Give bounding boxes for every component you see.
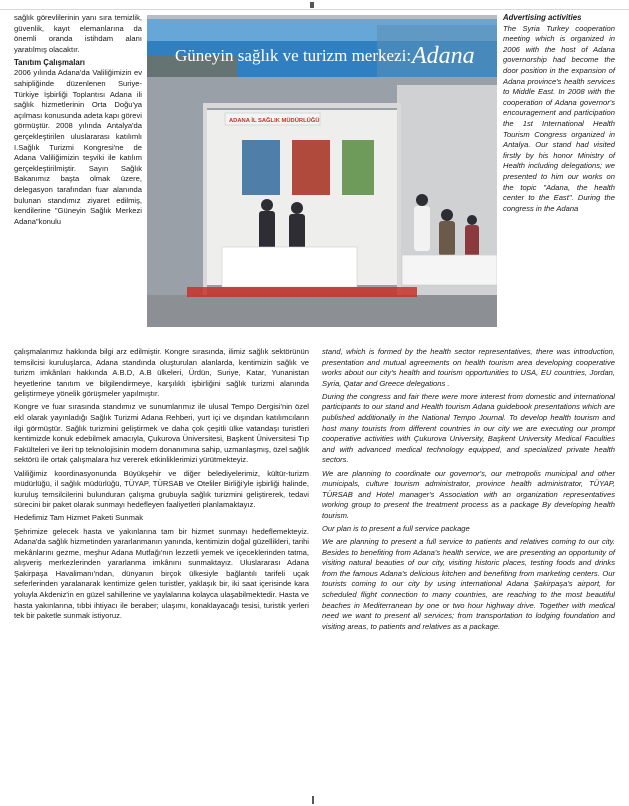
right-paragraph: We are planning to coordinate our governor's, our metropolis municipal and other municipals, culture tourism administrator, province health administrator, TÜYAP, TÜRSAB and Hotel manager's Association with an organization representatives working group to present the treatment process as a package By developing health tourism.	[322, 468, 615, 520]
banner-brand: Adana	[412, 43, 475, 69]
top-rule	[0, 9, 629, 10]
booth-pole	[203, 105, 207, 295]
poster	[342, 140, 374, 195]
left-narrow-column	[14, 13, 142, 230]
person-body	[414, 206, 430, 251]
person-head	[261, 199, 273, 211]
exhibition-booth-photo	[147, 15, 497, 327]
right-subheading: Our plan is to present a full service package	[322, 524, 470, 533]
booth-pole	[397, 105, 401, 295]
person-head	[467, 215, 477, 225]
left-section-heading: Tanıtım Çalışmaları	[14, 57, 85, 67]
left-paragraph: çalışmalarımız hakkında bilgi arz edilmiştir. Kongre sırasında, ilimiz sağlık sektörünün temsilcisi kuruluşlarca, Adana standında oluşturulan alanlarda, kentimizin sağlık ve turizm imkânları hakkında A.B.D, A.B ülkeleri, Ürdün, Suriye, Katar, Yunanistan heyetlerine tanıtım ve bilgilendirmeye, karşılıklı işbirliğini sağlık turizmi alanında geliştirmeye yönelik görüşmeler yapılmıştır.	[14, 347, 309, 399]
right-narrow-paragraph: The Syria Turkey cooperation meeting which is organized in 2006 with the host of Adana governorship had become the door position in the expansion of Adana province's health services to Middle East. In 2008 with the cooperation of Adana governor's encouragement and participation the 1st International Health Tourism Congress organized in Antalya. Our stand had visited firstly by his honor Ministry of Health including delegations; we presented to him our works on the topic "Adana, the health center to the East". During the congress in the Adana	[503, 23, 615, 213]
poster	[242, 140, 280, 195]
left-paragraph: Şehrimize gelecek hasta ve yakınlarına tam bir hizmet sunmayı hedeflemekteyiz. Adana'da sağlık hizmetinden yararlanmanın yanında, kentimizin doğal güzellikleri, tarihi mekânlarını gezme, meşhur Adana Mutfağı'nın lezzetli yemek ve içeceklerinden tatma, alışveriş merkezlerinden yararlanma imkânını sunmaktayız. Uluslararası Adana Şakirpaşa Havalimanı'ndan, dünyanın birçok ülkesiyle bağlantılı tarifeli uçak seferlerinden yaralanarak kentimize gelen turistler, yaklaşık bir, iki saat içerisinde kara yoluyla Akdeniz'in en güzel sahillerine ve yaylalarına kolayca ulaşabilmektedir. Hasta ve hasta yakınlarına, tıbbi ihtiyacı ile beraber; ulaşımı, konaklayacağı tesisi, turistik yerleri tek bir paketle sunmak istiyoruz.	[14, 526, 309, 621]
booth-illustration	[147, 15, 497, 327]
floor	[147, 295, 497, 327]
left-narrow-paragraph: 2006 yılında Adana'da Valiliğimizin ev sahipliğinde düzenlenen Suriye-Türkiye İşbirliği Toplantısı Adana ili sağlık hizmetlerinin Orta Doğu'ya açılması konusunda adeta kapı görevi görmüştür. 2008 yılında Antalya'da gerçekleştirilen uluslararası katılımlı I.Sağlık Turizmi Kongresi'ne de Adana Valiliğimizin teşviki ile katılım gerçekleştirilmiştir. Sayın Sağlık Bakanımız başta olmak üzere, delegasyon tarafından fuar alanında bulunan standımız ziyaret edilmiş, kendilerine "Güneyin Sağlık Merkezi Adana"konulu	[14, 68, 142, 226]
banner-slogan: Güneyin sağlık ve turizm merkezi:	[175, 46, 412, 65]
booth-sign-text: ADANA İL SAĞLIK MÜDÜRLÜĞÜ	[229, 118, 320, 124]
display-table	[222, 247, 357, 287]
left-paragraph: Valiliğimiz koordinasyonunda Büyükşehir ve diğer belediyelerimiz, kültür-turizm müdürlüğü, il sağlık müdürlüğü, TÜYAP, TÜRSAB ve Oteliler Birliği'yle işbirliği halinde, kuruluş temsilcilerini bulunduran çalışma grubuyla sağlık turizmini geliştirerek, tedavi sürecini bir paket olarak sunmayı hedefleyen faaliyetleri planlamaktayız.	[14, 468, 309, 510]
poster	[292, 140, 330, 195]
person-body	[289, 214, 305, 252]
booth-carpet-edge	[187, 287, 417, 297]
right-paragraph: stand, which is formed by the health sector representatives, there was introduction, presentation and mutual agreements on health tourism area developing cooperative works about our city's health and tourism opportunities to USA, EU countries, Jordan, Syria, Qatar and Greece delegations .	[322, 347, 615, 388]
bottom-register-mark	[312, 796, 314, 804]
left-paragraph: Kongre ve fuar sırasında standımız ve sunumlarımız ile ulusal Tempo Dergisi'nin özel ekî olarak yayınladığı Sağlık Turizmi Adana Rehberi, yurt içi ve dışından katılımcıların ilgi görmüştür. Sağlık turizmini geliştirmek ve daha çok çeşitli ülke vatandaşı turistleri kentimizde konuk edebilmek amacıyla, Çukurova Üniversitesi, Başkent Üniversitesi Tıp Fakülteleri ve ileri tıp teknolojisinin modern donanımına sahip, uzmanlaşmış, özel sağlık sektörü ile ortak çalışmalara hız vererek etkinliklerimizi yürütmekteyiz.	[14, 402, 309, 465]
side-table	[402, 255, 497, 285]
left-wide-column	[14, 347, 309, 624]
person-head	[441, 209, 453, 221]
person-body	[465, 225, 479, 257]
right-paragraph: During the congress and fair there were more interest from domestic and international participants to our stand and Health tourism Adana guidebook presentations which are published additionally in the National Tempo Journal. To develop health tourism and host many tourists from different countries in our city we are executing our prompt cooperative activities with Çukurova University, Başkent University Medical Faculties and with advanced medical technology equipped, and specialized private health sectors.	[322, 391, 615, 465]
right-narrow-column	[503, 13, 615, 217]
right-section-heading: Advertising activities	[503, 13, 582, 22]
person-body	[439, 221, 455, 256]
right-paragraph: We are planning to present a full service to patients and relatives coming to our city. Besides to benefiting from Adana's health service, we are presenting an opportunity of visiting natural beauties of our city, visiting historic places, testing foods and drinks from the famous Adana's delicious kitchen and benefiting from marketing centers. Our tourists coming to our city by using international Adana Şakirpaşa's airport, for scheduled flight connection to many countries, are reaching to the most beautiful beaches in Mediterranean by one or two hour highway drive. Together with medical need we want to present all services; from transportation to lodging foundation and visiting areas, to patients and relatives as a package.	[322, 537, 615, 631]
booth-beam	[203, 103, 401, 108]
left-intro-paragraph: sağlık görevlilerinin yanı sıra temizlik, güvenlik, kayıt elemanlarına da önemli oranda istihdam alanı yaratılmış olacaktır.	[14, 13, 142, 54]
person-body	[259, 211, 275, 251]
left-subheading: Hedefimiz Tam Hizmet Paketi Sunmak	[14, 513, 143, 523]
person-head	[291, 202, 303, 214]
person-head	[416, 194, 428, 206]
top-register-mark	[310, 2, 314, 8]
right-wide-column	[322, 347, 615, 635]
